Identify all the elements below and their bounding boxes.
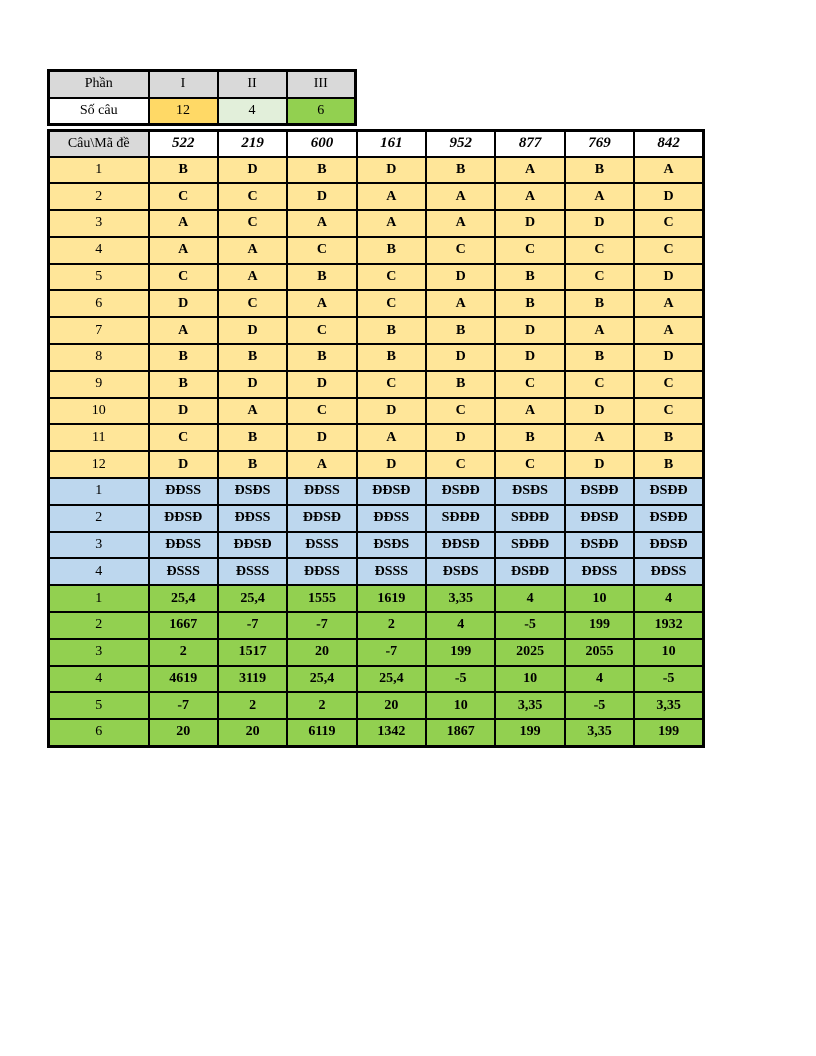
answer-cell: C [634, 398, 703, 425]
answer-cell: D [565, 451, 634, 478]
answer-cell: B [495, 424, 564, 451]
answer-cell: A [357, 183, 426, 210]
answer-cell: B [495, 264, 564, 291]
answer-cell: A [218, 264, 287, 291]
answer-cell: 25,4 [287, 666, 356, 693]
answer-cell: ĐĐSS [149, 532, 218, 559]
question-number-cell: 11 [49, 424, 149, 451]
answer-cell: ĐĐSS [218, 505, 287, 532]
answer-cell: D [426, 264, 495, 291]
answer-cell: D [357, 451, 426, 478]
answer-cell: 199 [426, 639, 495, 666]
answer-cell: ĐĐSS [357, 505, 426, 532]
answer-cell: SĐĐĐ [495, 532, 564, 559]
answer-cell: 25,4 [357, 666, 426, 693]
answer-cell: A [426, 183, 495, 210]
answer-cell: B [218, 424, 287, 451]
question-number-cell: 1 [49, 157, 149, 184]
table-row [49, 424, 704, 451]
table-row [49, 371, 704, 398]
answer-cell: 1667 [149, 612, 218, 639]
answer-cell: ĐSĐS [426, 558, 495, 585]
table-row [49, 451, 704, 478]
answer-cell: 3119 [218, 666, 287, 693]
answer-cell: C [149, 183, 218, 210]
question-number-cell: 8 [49, 344, 149, 371]
answer-cell: C [149, 424, 218, 451]
table-row [49, 585, 704, 612]
table-row [49, 558, 704, 585]
answer-cell: A [357, 210, 426, 237]
answer-cell: C [287, 237, 356, 264]
question-number-cell: 5 [49, 692, 149, 719]
answer-cell: ĐSSS [149, 558, 218, 585]
answer-cell: C [565, 371, 634, 398]
answer-cell: ĐĐSS [287, 558, 356, 585]
answer-cell: D [149, 290, 218, 317]
answer-cell: B [287, 344, 356, 371]
question-number-cell: 5 [49, 264, 149, 291]
answer-cell: 199 [634, 719, 703, 746]
answer-cell: A [287, 290, 356, 317]
answer-cell: B [357, 317, 426, 344]
question-number-cell: 7 [49, 317, 149, 344]
answer-cell: D [357, 398, 426, 425]
answer-cell: B [218, 451, 287, 478]
answer-cell: ĐSSS [287, 532, 356, 559]
question-number-cell: 2 [49, 612, 149, 639]
answer-cell: -7 [287, 612, 356, 639]
table-row [49, 719, 704, 746]
answer-cell: C [287, 317, 356, 344]
answer-cell: D [287, 424, 356, 451]
answer-cell: ĐSĐĐ [565, 532, 634, 559]
answer-cell: 199 [565, 612, 634, 639]
part-row [49, 71, 356, 98]
answer-cell: 3,35 [634, 692, 703, 719]
answer-cell: ĐĐSĐ [426, 532, 495, 559]
exam-code-cell: 600 [287, 131, 356, 157]
answer-cell: ĐSSS [218, 558, 287, 585]
answer-cell: C [634, 237, 703, 264]
exam-code-row [49, 131, 704, 157]
answer-cell: B [634, 451, 703, 478]
answer-cell: B [565, 290, 634, 317]
table-row [49, 237, 704, 264]
answer-cell: 2 [149, 639, 218, 666]
answer-cell: D [287, 183, 356, 210]
answer-cell: A [634, 157, 703, 184]
question-number-cell: 10 [49, 398, 149, 425]
answer-cell: ĐĐSĐ [634, 532, 703, 559]
answer-cell: B [565, 157, 634, 184]
answer-cell: A [218, 398, 287, 425]
table-row [49, 157, 704, 184]
answer-cell: 199 [495, 719, 564, 746]
answer-cell: D [495, 210, 564, 237]
question-number-cell: 3 [49, 532, 149, 559]
answer-cell: ĐSSS [357, 558, 426, 585]
answer-table-body [49, 157, 704, 747]
answer-cell: B [426, 371, 495, 398]
answer-cell: A [149, 210, 218, 237]
answer-cell: D [565, 398, 634, 425]
answer-cell: -5 [495, 612, 564, 639]
answer-cell: 1517 [218, 639, 287, 666]
answer-cell: D [218, 157, 287, 184]
answer-cell: A [287, 210, 356, 237]
table-row [49, 210, 704, 237]
answer-cell: C [357, 264, 426, 291]
part-cell-2: II [218, 71, 287, 98]
answer-cell: C [149, 264, 218, 291]
answer-cell: A [287, 451, 356, 478]
question-number-cell: 4 [49, 558, 149, 585]
answer-cell: 2025 [495, 639, 564, 666]
count-cell-2: 4 [218, 98, 287, 125]
table-row [49, 666, 704, 693]
question-number-cell: 6 [49, 290, 149, 317]
exam-code-cell: 842 [634, 131, 703, 157]
question-number-cell: 9 [49, 371, 149, 398]
answer-cell: B [218, 344, 287, 371]
answer-cell: ĐSĐS [495, 478, 564, 505]
question-number-cell: 6 [49, 719, 149, 746]
answer-cell: C [357, 290, 426, 317]
exam-code-cell: 219 [218, 131, 287, 157]
answer-cell: 20 [149, 719, 218, 746]
answer-cell: -5 [634, 666, 703, 693]
answer-cell: ĐĐSĐ [218, 532, 287, 559]
answer-table [47, 129, 705, 748]
question-number-cell: 3 [49, 639, 149, 666]
answer-cell: ĐĐSĐ [357, 478, 426, 505]
answer-cell: 4 [565, 666, 634, 693]
answer-cell: -7 [149, 692, 218, 719]
answer-cell: A [357, 424, 426, 451]
answer-cell: 20 [218, 719, 287, 746]
count-cell-1: 12 [149, 98, 218, 125]
table-row [49, 692, 704, 719]
answer-key-tables [47, 69, 705, 748]
answer-cell: C [495, 451, 564, 478]
answer-cell: D [495, 317, 564, 344]
answer-cell: C [634, 210, 703, 237]
answer-cell: 3,35 [495, 692, 564, 719]
answer-cell: 10 [634, 639, 703, 666]
question-number-cell: 2 [49, 505, 149, 532]
table-row [49, 264, 704, 291]
answer-cell: ĐĐSĐ [149, 505, 218, 532]
answer-cell: C [287, 398, 356, 425]
answer-cell: D [426, 424, 495, 451]
part-cell-3: III [287, 71, 356, 98]
table-row [49, 505, 704, 532]
answer-cell: D [634, 183, 703, 210]
answer-cell: 2 [218, 692, 287, 719]
question-count-row [49, 98, 356, 125]
answer-cell: D [634, 344, 703, 371]
answer-cell: -5 [426, 666, 495, 693]
answer-cell: B [565, 344, 634, 371]
answer-cell: 3,35 [426, 585, 495, 612]
answer-cell: D [495, 344, 564, 371]
answer-cell: 4619 [149, 666, 218, 693]
corner-header-cell: Câu\Mã đề [49, 131, 149, 157]
answer-cell: B [149, 157, 218, 184]
answer-cell: C [495, 371, 564, 398]
answer-cell: A [495, 183, 564, 210]
answer-cell: A [565, 183, 634, 210]
answer-cell: 25,4 [149, 585, 218, 612]
answer-cell: 2 [357, 612, 426, 639]
answer-cell: 1867 [426, 719, 495, 746]
answer-cell: SĐĐĐ [426, 505, 495, 532]
answer-cell: ĐSĐĐ [426, 478, 495, 505]
answer-cell: A [634, 317, 703, 344]
answer-cell: ĐSĐĐ [634, 505, 703, 532]
answer-cell: 1342 [357, 719, 426, 746]
part-row-label: Phần [49, 71, 149, 98]
answer-cell: A [218, 237, 287, 264]
exam-code-cell: 161 [357, 131, 426, 157]
answer-cell: D [634, 264, 703, 291]
answer-cell: ĐĐSS [287, 478, 356, 505]
answer-cell: B [149, 344, 218, 371]
exam-code-cell: 952 [426, 131, 495, 157]
answer-cell: B [634, 424, 703, 451]
answer-cell: ĐĐSS [634, 558, 703, 585]
answer-cell: B [287, 157, 356, 184]
answer-cell: 2 [287, 692, 356, 719]
exam-code-cell: 769 [565, 131, 634, 157]
table-row [49, 639, 704, 666]
answer-cell: C [495, 237, 564, 264]
answer-cell: A [495, 157, 564, 184]
answer-cell: D [426, 344, 495, 371]
answer-cell: ĐĐSS [149, 478, 218, 505]
question-number-cell: 12 [49, 451, 149, 478]
answer-cell: C [218, 290, 287, 317]
table-row [49, 344, 704, 371]
answer-cell: D [357, 157, 426, 184]
answer-cell: A [565, 424, 634, 451]
answer-cell: ĐSĐĐ [495, 558, 564, 585]
table-row [49, 290, 704, 317]
answer-cell: 25,4 [218, 585, 287, 612]
answer-cell: ĐSĐS [357, 532, 426, 559]
answer-cell: A [495, 398, 564, 425]
table-row [49, 532, 704, 559]
answer-cell: C [565, 264, 634, 291]
answer-cell: B [426, 157, 495, 184]
answer-cell: SĐĐĐ [495, 505, 564, 532]
answer-cell: 3,35 [565, 719, 634, 746]
part-cell-1: I [149, 71, 218, 98]
question-number-cell: 4 [49, 666, 149, 693]
answer-cell: A [149, 237, 218, 264]
answer-cell: 1932 [634, 612, 703, 639]
answer-cell: B [357, 344, 426, 371]
answer-cell: C [426, 398, 495, 425]
answer-cell: ĐSĐĐ [565, 478, 634, 505]
table-row [49, 612, 704, 639]
answer-cell: 20 [287, 639, 356, 666]
answer-cell: ĐĐSĐ [565, 505, 634, 532]
answer-cell: D [565, 210, 634, 237]
answer-cell: D [149, 451, 218, 478]
answer-cell: C [357, 371, 426, 398]
answer-cell: ĐĐSS [565, 558, 634, 585]
answer-cell: B [426, 317, 495, 344]
answer-cell: D [149, 398, 218, 425]
answer-cell: 6119 [287, 719, 356, 746]
answer-cell: ĐĐSĐ [287, 505, 356, 532]
answer-cell: 10 [426, 692, 495, 719]
answer-cell: 1555 [287, 585, 356, 612]
answer-cell: D [218, 317, 287, 344]
answer-cell: A [634, 290, 703, 317]
table-row [49, 478, 704, 505]
answer-cell: 1619 [357, 585, 426, 612]
answer-cell: 4 [426, 612, 495, 639]
answer-cell: D [218, 371, 287, 398]
summary-table [47, 69, 357, 126]
answer-cell: C [426, 237, 495, 264]
answer-cell: ĐSĐĐ [634, 478, 703, 505]
answer-cell: -5 [565, 692, 634, 719]
answer-cell: -7 [357, 639, 426, 666]
answer-cell: A [565, 317, 634, 344]
question-number-cell: 1 [49, 478, 149, 505]
answer-cell: 20 [357, 692, 426, 719]
answer-cell: B [149, 371, 218, 398]
table-row [49, 398, 704, 425]
answer-cell: -7 [218, 612, 287, 639]
exam-code-cell: 522 [149, 131, 218, 157]
count-cell-3: 6 [287, 98, 356, 125]
answer-cell: B [287, 264, 356, 291]
exam-code-cell: 877 [495, 131, 564, 157]
answer-cell: C [565, 237, 634, 264]
answer-cell: C [218, 183, 287, 210]
answer-cell: A [149, 317, 218, 344]
answer-cell: C [426, 451, 495, 478]
answer-cell: A [426, 290, 495, 317]
answer-cell: D [287, 371, 356, 398]
question-number-cell: 1 [49, 585, 149, 612]
table-row [49, 317, 704, 344]
answer-cell: 10 [565, 585, 634, 612]
answer-cell: 4 [495, 585, 564, 612]
answer-cell: 4 [634, 585, 703, 612]
answer-cell: C [218, 210, 287, 237]
answer-cell: 2055 [565, 639, 634, 666]
answer-cell: B [357, 237, 426, 264]
answer-cell: 10 [495, 666, 564, 693]
answer-cell: C [634, 371, 703, 398]
count-row-label: Số câu [49, 98, 149, 125]
question-number-cell: 2 [49, 183, 149, 210]
answer-cell: B [495, 290, 564, 317]
answer-cell: ĐSĐS [218, 478, 287, 505]
table-row [49, 183, 704, 210]
answer-cell: A [426, 210, 495, 237]
question-number-cell: 4 [49, 237, 149, 264]
question-number-cell: 3 [49, 210, 149, 237]
